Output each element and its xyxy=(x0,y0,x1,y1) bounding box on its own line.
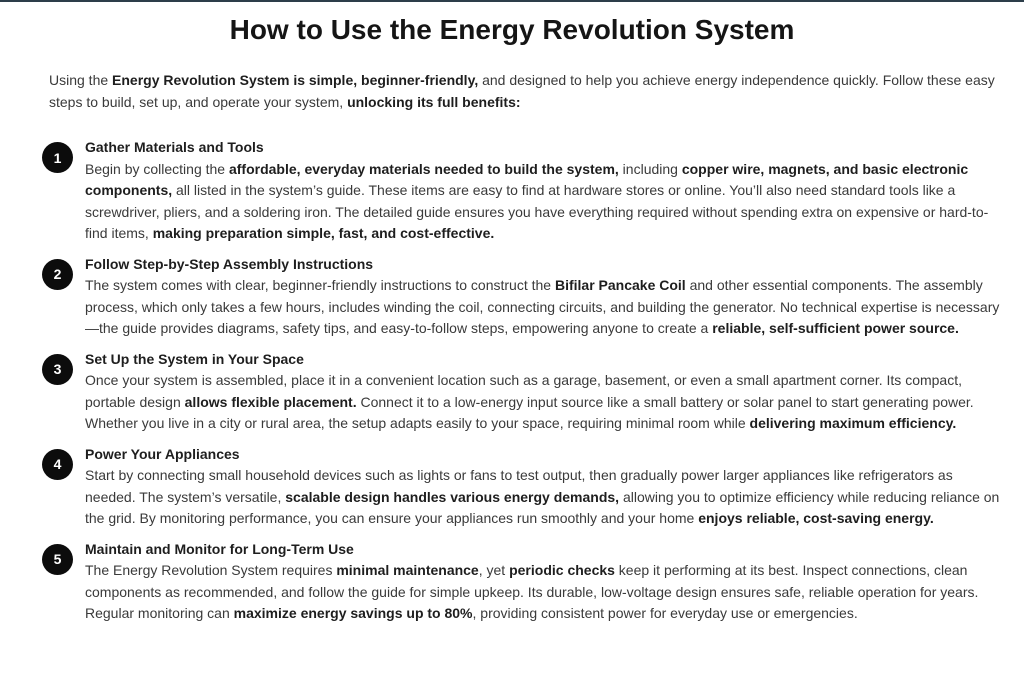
step-bold: maximize energy savings up to 80% xyxy=(233,605,473,621)
intro-bold: Energy Revolution System is simple, beginner-friendly, xyxy=(112,72,479,88)
step-text: all listed in the system’s guide. These items are easy to find at hardware stores or online. You’ll also need standard tools like a screwdriver, pliers, and a soldering iron. The detailed guide ensures you have everything required without spending extra on expensive or hard-to-find items, xyxy=(85,182,989,241)
step-text: , yet xyxy=(478,562,510,578)
steps-list xyxy=(42,137,1004,634)
step-bold: copper wire, magnets, and basic electronic components, xyxy=(85,160,969,198)
step-number-badge: 3 xyxy=(42,354,73,385)
step-bold: reliable, self-sufficient power source. xyxy=(712,320,959,336)
step-text: including xyxy=(618,160,682,177)
step-3 xyxy=(42,349,1004,435)
step-bold: delivering maximum efficiency. xyxy=(749,415,957,431)
step-text: and other essential components. The assembly process, which only takes a few hours, includes winding the coil, connecting circuits, and building the generator. No technical expertise is necessary—the guide provides diagrams, safety tips, and easy-to-follow steps, empowering anyone to create a xyxy=(85,277,1000,336)
step-bold: scalable design handles various energy demands, xyxy=(285,488,620,505)
step-text: Begin by collecting the xyxy=(85,160,229,177)
step-description xyxy=(85,275,1004,340)
step-text: The Energy Revolution System requires xyxy=(85,562,337,578)
step-title: Set Up the System in Your Space xyxy=(85,350,304,367)
step-bold: making preparation simple, fast, and cost-effective. xyxy=(152,225,495,241)
step-text: The system comes with clear, beginner-friendly instructions to construct the xyxy=(85,277,555,293)
step-text: allowing you to optimize efficiency while reducing reliance on the grid. By monitoring performance, you can ensure your appliances run smoothly and your home xyxy=(85,488,1000,526)
step-description xyxy=(85,159,1004,245)
step-title: Gather Materials and Tools xyxy=(85,139,264,155)
step-4 xyxy=(42,444,1004,530)
intro-text: and designed to help you achieve energy independence quickly. Follow these easy steps to build, set up, and operate your system, xyxy=(49,72,995,110)
step-text: Once your system is assembled, place it in a convenient location such as a garage, basement, or even a small apartment corner. Its compact, portable design xyxy=(85,372,962,410)
step-2 xyxy=(42,254,1004,340)
intro-bold: unlocking its full benefits: xyxy=(347,93,521,110)
step-bold: minimal maintenance xyxy=(336,562,479,578)
step-number-badge: 4 xyxy=(42,449,73,480)
top-border xyxy=(0,0,1024,2)
step-1 xyxy=(42,137,1004,245)
step-text: Start by connecting small household devices such as lights or fans to test output, then gradually power larger appliances like refrigerators as needed. The system’s versatile, xyxy=(85,467,953,505)
step-text: keep it performing at its best. Inspect connections, clean components as recommended, and follow the guide for simple upkeep. Its durable, low-voltage design ensures safe, reliable operation for years. Regular monitoring can xyxy=(85,562,979,621)
step-description xyxy=(85,370,1004,435)
step-bold: affordable, everyday materials needed to build the system, xyxy=(228,160,619,177)
step-number-badge: 5 xyxy=(42,544,73,575)
step-bold: enjoys reliable, cost-saving energy. xyxy=(698,510,934,526)
intro-paragraph xyxy=(49,70,999,113)
step-number-badge: 2 xyxy=(42,259,73,290)
step-description xyxy=(85,560,1004,625)
step-title: Power Your Appliances xyxy=(85,445,240,462)
step-description xyxy=(85,465,1004,530)
step-5 xyxy=(42,539,1004,625)
step-title: Follow Step-by-Step Assembly Instructions xyxy=(85,255,374,272)
intro-text: Using the xyxy=(49,72,113,88)
step-text: Connect it to a low-energy input source like a small battery or solar panel to start generating power. Whether you live in a city or rural area, the setup adapts easily to your space, requiring minimal room while xyxy=(85,393,974,431)
step-text: , providing consistent power for everyday use or emergencies. xyxy=(472,605,858,621)
step-title: Maintain and Monitor for Long-Term Use xyxy=(85,540,354,557)
page-title: How to Use the Energy Revolution System xyxy=(229,14,795,45)
step-bold: periodic checks xyxy=(509,562,615,578)
step-bold: allows flexible placement. xyxy=(184,393,357,410)
step-bold: Bifilar Pancake Coil xyxy=(554,277,686,293)
step-number-badge: 1 xyxy=(42,142,73,173)
